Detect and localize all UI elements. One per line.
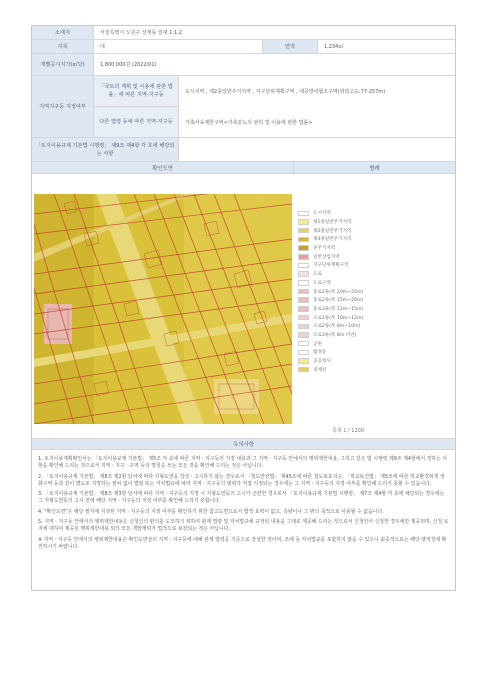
legend-swatch — [298, 306, 309, 312]
notes-section-title: 유의사항 — [32, 438, 455, 450]
category-row — [32, 40, 455, 54]
legend-swatch — [298, 358, 309, 364]
note-paragraph: ※ 지역ㆍ지구등 안에서의 행위제한내용은 확인도면상의 지역ㆍ지구등에 대해 관계 법령을 기준으로 작성한 것이며, 조례 등 자치법규를 포함하지 않을 수 있으니 최종적으로는 해당 행정청에 확인하시기 바랍니다. — [38, 536, 447, 550]
note-paragraph: 1. 토지이용계획확인서는 「토지이용규제 기본법」 제5조 각 호에 따른 지역ㆍ지구등의 지정 내용과 그 지역ㆍ지구등 안에서의 행위제한내용, 그리고 같은 법 시행령 제9조 제4항에서 정하는 사항을 확인해 드리는 것으로서 지역ㆍ지구ㆍ구역 등의 명칭을 쓰는 모든 것을 확인해 드리는 것은 아닙니다. — [38, 456, 448, 470]
legend-label: 제2종일반주거지역 — [313, 228, 352, 234]
note-paragraph: 4. "확인도면"은 해당 필지에 지정된 지역ㆍ지구등의 지정 여부를 확인하기 위한 참고도면으로서 법적 효력이 없고, 측량이나 그 밖의 목적으로 사용할 수 없습니다. — [38, 508, 384, 515]
legend-item — [298, 313, 448, 322]
land-use-certificate — [31, 25, 456, 591]
area-value: 1,234㎡ — [324, 44, 344, 50]
legend-swatch — [298, 332, 309, 338]
legend-item — [298, 279, 448, 288]
legend-item — [298, 322, 448, 331]
map-scale: 축척 1 / 1200 — [332, 428, 365, 434]
legend-label: 제3종일반주거지역 — [313, 237, 352, 243]
legend-label: 소로2류(폭 8m~10m) — [313, 324, 361, 330]
legend-swatch — [298, 297, 309, 303]
legend-label: 중로1류(폭 20m~25m) — [313, 289, 364, 295]
legend-label: 공공청사 — [313, 359, 331, 365]
legend-item — [298, 218, 448, 227]
legend-label: 소로3류(폭 8m 미만) — [313, 332, 357, 338]
legend-swatch — [298, 254, 309, 260]
legend-item — [298, 252, 448, 261]
legend-swatch — [298, 324, 309, 330]
location-label: 소재지 — [32, 26, 94, 39]
legend-swatch — [298, 350, 309, 356]
legend-item — [298, 331, 448, 340]
legend-swatch — [298, 237, 309, 243]
legend-item — [298, 348, 448, 357]
location-row — [32, 26, 455, 40]
legend-item — [298, 261, 448, 270]
legend-swatch — [298, 367, 309, 373]
zoning-label: 지역지구등 지정여부 — [32, 76, 94, 137]
note-paragraph: 2. 「토지이용규제 기본법」 제8조 제2항 단서에 따라 지형도면을 작성ㆍ고시하지 않는 경우로서 「철도안전법」 제45조에 따른 철도보호지구, 「학교보건법」 제5조에 따른 학교환경위생 정화구역 등과 같이 별도로 지정하는 절차 없이 법령 또는 자치법규에 따라 지역ㆍ지구등의 범위가 직접 지정되는 경우에는 그 지역ㆍ지구등의 지정 여부를 확인해 드리지 못할 수 있습니다. — [38, 473, 445, 487]
legend-swatch — [298, 341, 309, 347]
legend-swatch — [298, 315, 309, 321]
notes-body — [38, 456, 449, 554]
area-label: 면적 — [262, 40, 318, 53]
category-label: 지목 — [32, 40, 94, 53]
legend-label: 소로1류(폭 10m~12m) — [313, 315, 364, 321]
price-row — [32, 54, 455, 76]
legend-item — [298, 365, 448, 374]
legend-item — [298, 235, 448, 244]
legend-item — [298, 296, 448, 305]
legend-label: 도로 — [313, 272, 322, 278]
map-section-title: 확인도면 — [32, 162, 294, 174]
zoning-sub-label-a: 「국토의 계획 및 이용에 관한 법률」에 따른 지역·지구등 — [94, 76, 179, 107]
legend-section-title: 범례 — [294, 162, 455, 174]
price-value: 1,800,000원 (2022/01) — [100, 62, 157, 68]
legend-label: 공원 — [313, 341, 322, 347]
note-paragraph: 3. 「토지이용규제 기본법」 제8조 제3항 단서에 따라 지역ㆍ지구등의 지정 시 지형도면등의 고시가 곤란한 경우로서 「토지이용규제 기본법 시행령」 제7조 제4항 각 호에 해당되는 경우에는 그 지형도면등의 고시 전에 해당 지역ㆍ지구등의 지정 여부를 확인해 드리지 못합니다. — [38, 491, 445, 505]
legend-swatch — [298, 271, 309, 277]
map-graphic — [34, 194, 292, 424]
legend-swatch — [298, 211, 309, 217]
zoning-row — [32, 76, 455, 138]
legend-label: 제1종일반주거지역 — [313, 220, 352, 226]
zoning-value-b: 가축사육제한구역<가축분뇨의 관리 및 이용에 관한 법률> — [185, 119, 313, 126]
legend-item — [298, 244, 448, 253]
zoning-value-a: 도시지역 , 제2종일반주거지역 , 지구단위계획구역 , 대공방어협조구역(위탁고도:77-257m) — [185, 89, 386, 95]
legend-label: 도시지역 — [313, 211, 331, 217]
legend-swatch — [298, 263, 309, 269]
legend-item — [298, 357, 448, 366]
basic-law-label: 「토지이용규제 기본법 시행령」 제9조 제4항 각 호에 해당되는 사항 — [32, 138, 179, 161]
legend-item — [298, 209, 448, 218]
legend-label: 지구단위계획구역 — [313, 263, 349, 269]
legend-swatch — [298, 289, 309, 295]
legend-label: 준주거지역 — [313, 246, 336, 252]
legend-item — [298, 226, 448, 235]
price-label: 개별공시지가(㎡당) — [32, 54, 94, 75]
legend-swatch — [298, 280, 309, 286]
legend-item — [298, 287, 448, 296]
confirmation-map — [34, 194, 292, 424]
legend-label: 경계선 — [313, 367, 327, 373]
legend-item — [298, 305, 448, 314]
category-value: 대 — [100, 44, 105, 50]
zoning-sub-label-b: 다른 법령 등에 따른 지역·지구등 — [94, 107, 179, 137]
legend-swatch — [298, 228, 309, 234]
location-value: 서울특별시 노원구 상계동 일대 1:1,2 — [100, 30, 182, 36]
legend-label: 법정동 — [313, 350, 327, 356]
legend-label: 도로구역 — [313, 280, 331, 286]
basic-law-row — [32, 138, 455, 162]
legend-label: 중로3류(폭 12m~15m) — [313, 306, 364, 312]
legend-label: 일반상업지역 — [313, 254, 340, 260]
legend-label: 중로2류(폭 15m~20m) — [313, 298, 364, 304]
basic-law-value — [179, 138, 455, 161]
legend-swatch — [298, 245, 309, 251]
legend-list — [298, 209, 448, 374]
legend-item — [298, 270, 448, 279]
note-paragraph: 5. 지역ㆍ지구등 안에서의 행위제한내용은 신청인의 편의를 도모하기 위하여 관계 법령 및 자치법규에 규정된 내용을 그대로 제공해 드리는 것으로서 신청인이 신청한 경우에만 제공되며, 신청 토지에 대하여 제공된 행위제한내용 외의 모든 개발행위가 법적으로 보장되는 것은 아닙니다. — [38, 519, 449, 533]
legend-item — [298, 339, 448, 348]
legend-swatch — [298, 219, 309, 225]
